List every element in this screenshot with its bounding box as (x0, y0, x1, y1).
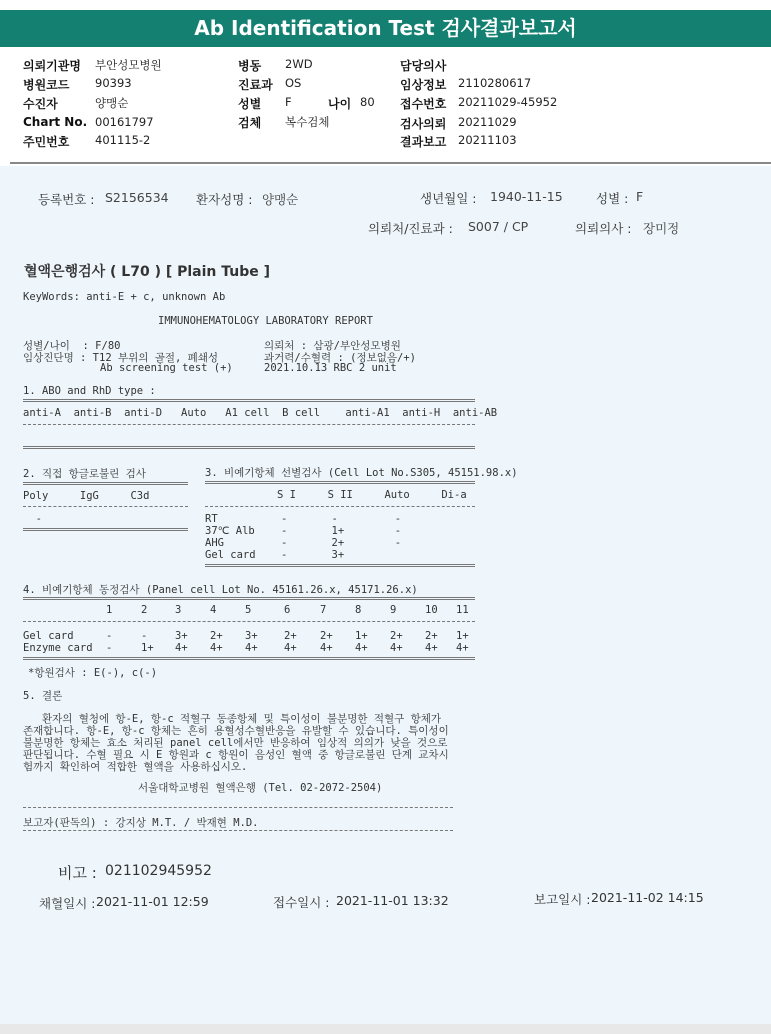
collect-value: 2021-11-01 12:59 (96, 894, 209, 909)
s4-cell: 4+ (456, 642, 469, 654)
s2-title: 2. 직접 항글로불린 검사 (23, 468, 146, 480)
s2-rule-mid (23, 506, 188, 507)
s4-cell: 2+ (210, 630, 223, 642)
specimen-label: 검체 (238, 116, 262, 130)
s4-cell: 3+ (175, 630, 188, 642)
s3-row-values: - 3+ (262, 549, 345, 561)
s5-title: 5. 결론 (23, 690, 63, 702)
s3-title: 3. 비예기항체 선별검사 (Cell Lot No.S305, 45151.98.x) (205, 467, 518, 479)
s1-rule-top (23, 399, 475, 402)
s4-col-header: 7 (320, 604, 327, 616)
s3-row-values: - 2+ - (262, 537, 402, 549)
s4-row-name: Gel card (23, 630, 74, 642)
hospital-name-value: 부안성모병원 (95, 58, 162, 72)
dept-label: 진료과 (238, 78, 273, 92)
report-date-label: 결과보고 (400, 135, 447, 149)
s4-cell: - (141, 630, 148, 642)
s3-headers: S I S II Auto Di-a (277, 489, 467, 501)
remark-label: 비고 : (58, 864, 97, 882)
s4-cell: - (106, 630, 113, 642)
s4-cell: 4+ (355, 642, 368, 654)
receipt-no-label: 접수번호 (400, 97, 447, 111)
conclusion-line: 불분명한 항체는 효소 처리된 panel cell에서만 반응하여 임상적 의의가 낮을 것으로 (23, 737, 448, 749)
s3-rule-top (205, 481, 475, 484)
sex2-value: F (636, 189, 644, 204)
collect-label: 채혈일시 : (39, 896, 96, 911)
s4-cell: 4+ (175, 642, 188, 654)
conclusion-line: 험까지 확인하여 적합한 혈액을 사용하십시오. (23, 761, 248, 773)
s1-headers: anti-A anti-B anti-D Auto A1 cell B cell anti-A1 anti-H anti-AB (23, 407, 498, 419)
s1-rule-mid (23, 424, 475, 425)
s2-rule-bottom (23, 528, 188, 531)
remark-value: 021102945952 (105, 863, 212, 879)
s4-rule-bottom (23, 657, 475, 660)
dept-value: OS (285, 76, 302, 90)
s4-col-header: 9 (390, 604, 397, 616)
lab-title: IMMUNOHEMATOLOGY LABORATORY REPORT (158, 315, 373, 327)
referral-line: 의뢰처 : 삼광/부안성모병원 (264, 340, 401, 352)
test-name: 혈액은행검사 ( L70 ) [ Plain Tube ] (24, 264, 271, 280)
s4-cell: 4+ (245, 642, 258, 654)
s4-col-header: 11 (456, 604, 469, 616)
diagnosis-line: 임상진단명 : T12 부위의 골절, 폐쇄성 (23, 352, 219, 364)
s4-row-name: Enzyme card (23, 642, 93, 654)
patient-value: 양맹순 (95, 96, 129, 110)
dob-value: 1940-11-15 (490, 189, 563, 204)
s4-col-header: 4 (210, 604, 217, 616)
s4-col-header: 3 (175, 604, 182, 616)
request-date-label: 검사의뢰 (400, 117, 447, 131)
dob-label: 생년월일 : (420, 191, 477, 206)
ref-doctor-value: 장미정 (643, 221, 680, 236)
s4-rule-mid (23, 621, 475, 622)
reporter: 보고자(판독의) : 강지상 M.T. / 박재현 M.D. (23, 817, 259, 829)
s3-rule-bottom (205, 564, 475, 567)
s2-headers: Poly IgG C3d (23, 490, 150, 502)
hospital-contact: 서울대학교병원 혈액은행 (Tel. 02-2072-2504) (138, 782, 383, 794)
conclusion-line: 존재합니다. 항-E, 항-c 항체는 흔히 용혈성수혈반응을 유발할 수 있습니다. 특이성이 (23, 725, 449, 737)
hospital-code-value: 90393 (95, 76, 132, 90)
age-value: 80 (360, 95, 375, 109)
conclusion-line: 환자의 혈청에 항-E, 항-c 적혈구 동종항체 및 특이성이 불분명한 적혈구 항체가 (23, 713, 442, 725)
s2-rule-top (23, 482, 188, 485)
patient-label: 수진자 (23, 97, 58, 111)
s4-cell: 1+ (141, 642, 154, 654)
s1-rule-bottom (23, 446, 475, 449)
report-title: Ab Identification Test 검사결과보고서 (194, 16, 577, 40)
s4-rule-top (23, 597, 475, 600)
s4-cell: 2+ (284, 630, 297, 642)
ab-screen-line: Ab screening test (+) (100, 362, 233, 374)
reporter-rule-top (23, 807, 453, 808)
s4-cell: 2+ (320, 630, 333, 642)
report-time-value: 2021-11-02 14:15 (591, 890, 704, 905)
s4-cell: 4+ (320, 642, 333, 654)
s4-cell: 4+ (390, 642, 403, 654)
s1-title: 1. ABO and RhD type : (23, 385, 156, 397)
s3-row-values: - 1+ - (262, 525, 402, 537)
s4-col-header: 1 (106, 604, 113, 616)
s4-col-header: 8 (355, 604, 362, 616)
dept2-label: 의뢰처/진료과 : (368, 221, 453, 236)
s3-rule-mid (205, 506, 475, 507)
s3-row-name: RT (205, 513, 218, 525)
sex-age-line: 성별/나이 : F/80 (23, 340, 121, 352)
s4-cell: 4+ (284, 642, 297, 654)
ref-doctor-label: 의뢰의사 : (575, 221, 632, 236)
reg-no-label: 등록번호 : (38, 192, 95, 207)
ward-label: 병동 (238, 59, 262, 73)
clinical-info-value: 2110280617 (458, 76, 532, 90)
history-line: 과거력/수혈력 : (정보없음/+) (264, 352, 417, 364)
conclusion-line: 판단됩니다. 수혈 필요 시 E 항원과 c 항원이 음성인 혈액 중 항글로불린 단계 교차시 (23, 749, 449, 761)
s4-cell: 3+ (245, 630, 258, 642)
sex-value: F (285, 95, 292, 109)
s3-row-name: Gel card (205, 549, 256, 561)
patient-name-value: 양맹순 (262, 192, 299, 207)
antigen-test: *항원검사 : E(-), c(-) (28, 667, 158, 679)
resident-no-value: 401115-2 (95, 133, 151, 147)
s3-row-name: AHG (205, 537, 224, 549)
s3-row-name: 37℃ Alb (205, 525, 255, 537)
s4-cell: 2+ (390, 630, 403, 642)
s4-cell: 1+ (355, 630, 368, 642)
hospital-name-label: 의뢰기관명 (23, 59, 81, 73)
specimen-value: 복수검체 (285, 115, 330, 129)
receive-value: 2021-11-01 13:32 (336, 893, 449, 908)
request-date-value: 20211029 (458, 115, 517, 129)
title-bar (0, 10, 771, 47)
chart-no-value: 00161797 (95, 115, 154, 129)
bottom-bar (0, 1024, 771, 1034)
report-time-label: 보고일시 : (534, 892, 591, 907)
s4-col-header: 2 (141, 604, 148, 616)
age-label: 나이 (328, 97, 352, 111)
hospital-code-label: 병원코드 (23, 78, 70, 92)
s4-cell: - (106, 642, 113, 654)
transfusion-line: 2021.10.13 RBC 2 unit (264, 362, 397, 374)
s4-cell: 1+ (456, 630, 469, 642)
report-panel (0, 166, 771, 1024)
receipt-no-value: 20211029-45952 (458, 95, 558, 109)
report-date-value: 20211103 (458, 133, 517, 147)
keywords: KeyWords: anti-E + c, unknown Ab (23, 291, 226, 303)
s4-cell: 4+ (425, 642, 438, 654)
s4-col-header: 5 (245, 604, 252, 616)
s4-title: 4. 비예기항체 동정검사 (Panel cell Lot No. 45161.26.x, 45171.26.x) (23, 584, 418, 596)
resident-no-label: 주민번호 (23, 135, 70, 149)
s4-col-header: 10 (425, 604, 438, 616)
sex-label: 성별 (238, 97, 262, 111)
reporter-rule-bottom (23, 830, 453, 831)
receive-label: 접수일시 : (273, 895, 330, 910)
s2-value: - (23, 513, 42, 525)
ward-value: 2WD (285, 57, 313, 71)
reg-no-value: S2156534 (105, 190, 169, 205)
chart-no-label: Chart No. (23, 115, 88, 129)
sex2-label: 성별 : (596, 191, 629, 206)
dept2-value: S007 / CP (468, 219, 529, 234)
s4-cell: 4+ (210, 642, 223, 654)
s4-col-header: 6 (284, 604, 291, 616)
clinical-info-label: 임상정보 (400, 78, 447, 92)
s4-cell: 2+ (425, 630, 438, 642)
s3-row-values: - - - (262, 513, 402, 525)
header-divider (10, 162, 771, 164)
doctor-label: 담당의사 (400, 59, 447, 73)
patient-name-label: 환자성명 : (196, 192, 253, 207)
